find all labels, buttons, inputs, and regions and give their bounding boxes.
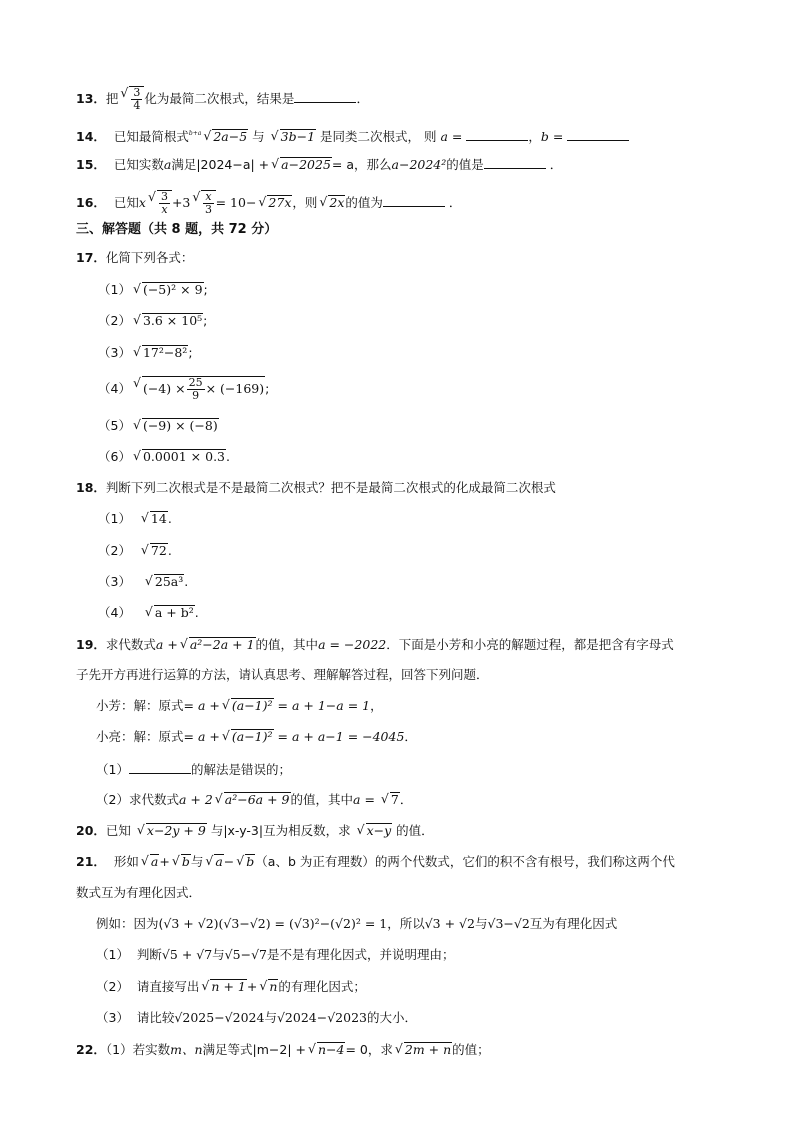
answer-blank[interactable] xyxy=(129,761,191,774)
radicand: (a−1)² xyxy=(231,729,273,744)
q17-item-6 xyxy=(98,449,230,465)
expression: = a + xyxy=(183,698,220,713)
question-text: 请比较 xyxy=(136,1010,175,1025)
question-text: 与 xyxy=(252,129,265,144)
variable-a: a = xyxy=(440,129,463,144)
answer-blank-a[interactable] xyxy=(466,128,528,141)
example-label: 例如：因为( xyxy=(96,916,164,931)
question-number: 19． xyxy=(76,637,106,652)
radical xyxy=(133,418,219,434)
question-16 xyxy=(76,190,461,216)
radicand: 2x xyxy=(329,195,345,210)
question-text: 化为最简二次根式，结果是 xyxy=(144,91,295,106)
variables: m、n xyxy=(170,1042,203,1057)
radical xyxy=(271,129,316,145)
expression: a + 2 xyxy=(178,792,213,807)
variable-b: b = xyxy=(540,129,564,144)
question-text: 求代数式 xyxy=(128,792,179,807)
radicand: a + b² xyxy=(154,605,194,620)
condition: a = xyxy=(353,792,375,807)
punctuation: . xyxy=(184,574,189,589)
item-label: （2） xyxy=(98,313,131,328)
radical xyxy=(172,854,191,870)
q17-item-4 xyxy=(98,376,269,402)
radicand: 72 xyxy=(150,543,167,558)
punctuation: . xyxy=(194,605,199,620)
radicand: a xyxy=(150,854,159,869)
variable: x xyxy=(138,195,146,210)
item-label: （2） xyxy=(98,543,131,558)
q19-part-1 xyxy=(96,761,291,778)
question-number: 16． xyxy=(76,195,106,210)
question-22 xyxy=(76,1042,490,1058)
question-text: 的大小． xyxy=(366,1010,417,1025)
question-number: 21． xyxy=(76,854,106,869)
question-text: ．下面是小芳和小亮的解题过程，都是把含有字母式 xyxy=(386,637,674,652)
fraction: √ $\frac{3}{x}$ xyxy=(160,190,168,216)
question-text: （a、b 为正有理数）的两个代数式，它们的积不含有根号，我们称这两个代 xyxy=(255,854,675,869)
q21-part-1 xyxy=(96,947,455,963)
operator: + xyxy=(159,854,170,869)
radicand: a−2025 xyxy=(281,157,331,172)
radical xyxy=(381,792,400,808)
radicand: 2m + n xyxy=(404,1042,452,1057)
radicand: 2a−5 xyxy=(213,129,248,144)
radical xyxy=(201,979,246,995)
question-text: （1）若实数 xyxy=(105,1042,171,1057)
radicand-part: × (−169) xyxy=(205,381,265,396)
question-text: 是不是有理化因式，并说明理由； xyxy=(267,947,455,962)
radical xyxy=(308,1042,345,1058)
item-label: （2） xyxy=(96,792,129,807)
numerator: 25 xyxy=(188,376,203,389)
radicand: (−9) × (−8) xyxy=(142,418,218,433)
xiaoliang-solution xyxy=(96,729,417,745)
item-label: （1） xyxy=(98,511,131,526)
question-20 xyxy=(76,823,434,839)
question-text: 满足等式|m−2| + xyxy=(202,1042,306,1057)
question-21 xyxy=(76,854,675,870)
question-13 xyxy=(76,86,369,112)
question-14 xyxy=(76,126,629,145)
question-text: = 0，求 xyxy=(345,1042,393,1057)
radical xyxy=(259,979,278,995)
operator: +3 xyxy=(171,195,191,210)
question-text: 已知 xyxy=(113,195,139,210)
punctuation: ， xyxy=(370,698,383,713)
radicand: 27x xyxy=(268,195,292,210)
operator: − xyxy=(223,854,235,869)
radicand: a xyxy=(215,854,223,869)
question-number: 13． xyxy=(76,91,106,106)
variable: a xyxy=(163,157,172,172)
radicand: 17²−8² xyxy=(142,345,188,360)
question-text: 的值，其中 xyxy=(255,637,319,652)
item-label: （1） xyxy=(98,282,131,297)
radical xyxy=(271,157,332,173)
question-stem: 化简下列各式： xyxy=(105,250,194,265)
question-text: 的值； xyxy=(452,1042,490,1057)
question-number: 15． xyxy=(76,157,106,172)
radical xyxy=(133,282,204,298)
radical xyxy=(319,195,345,211)
denominator: 9 xyxy=(192,389,200,402)
item-label: （5） xyxy=(98,418,131,433)
question-number: 20． xyxy=(76,823,106,838)
solution-label: 小芳：解：原式 xyxy=(96,698,184,713)
radical xyxy=(137,823,207,839)
question-15 xyxy=(76,156,562,173)
radical xyxy=(215,792,291,808)
radical xyxy=(133,345,188,361)
radical xyxy=(141,854,159,870)
q21-example xyxy=(96,916,617,932)
q21-part-2 xyxy=(96,979,366,995)
expression: = a + xyxy=(183,729,220,744)
item-label: （3） xyxy=(98,345,131,360)
question-text: 的值为 xyxy=(345,195,383,210)
question-number: 22． xyxy=(76,1042,106,1057)
punctuation: ． xyxy=(399,792,413,807)
question-text: 请直接写出 xyxy=(136,979,200,994)
punctuation: . xyxy=(167,543,172,558)
question-text: 与|x-y-3|互为相反数，求 xyxy=(210,823,351,838)
question-text: 的解法是错误的； xyxy=(190,762,291,777)
question-text: 满足|2024−a| + xyxy=(171,157,270,172)
radicand: (−5)² × 9 xyxy=(142,282,203,297)
radicand: n + 1 xyxy=(211,979,246,994)
question-text: 把 xyxy=(105,91,119,106)
fraction: √ $\frac{x}{3}$ xyxy=(204,190,212,216)
radical xyxy=(203,129,248,145)
example-body: √3 + √2)(√3−√2) = (√3)²−(√2)² = 1，所以√3 + √2与√3−√2互为有理化因式 xyxy=(163,916,618,931)
radical xyxy=(141,511,168,527)
q18-item-2 xyxy=(98,543,172,559)
answer-blank[interactable] xyxy=(484,156,546,169)
item-label: （6） xyxy=(98,449,131,464)
radical xyxy=(357,823,393,839)
radical xyxy=(120,86,144,112)
item-label: （1） xyxy=(96,762,129,777)
q21-part-3 xyxy=(96,1010,417,1026)
answer-blank[interactable] xyxy=(294,90,356,103)
expression: √2025−√2024与√2024−√2023 xyxy=(174,1010,367,1025)
question-text: 与 xyxy=(190,854,204,869)
condition: a = −2022 xyxy=(318,637,387,652)
question-text: 的值，其中 xyxy=(290,792,354,807)
radicand: n−4 xyxy=(318,1042,345,1057)
question-19 xyxy=(76,637,674,653)
question-text: ，则 xyxy=(292,195,318,210)
punctuation: ; xyxy=(203,282,208,297)
punctuation: ; xyxy=(188,345,193,360)
xiaofang-solution xyxy=(96,698,383,714)
radicand: x−2y + 9 xyxy=(146,823,206,838)
q18-item-3 xyxy=(98,574,188,590)
radicand: (a−1)² xyxy=(231,698,273,713)
radical xyxy=(141,543,168,559)
question-stem: 判断下列二次根式是不是最简二次根式？把不是最简二次根式的化成最简二次根式 xyxy=(105,480,556,495)
q17-item-3 xyxy=(98,345,193,361)
solution-label: 小亮：解：原式 xyxy=(96,729,184,744)
punctuation: ． xyxy=(404,729,417,744)
question-text: 求代数式 xyxy=(105,637,156,652)
question-text: 的值． xyxy=(396,823,434,838)
radical xyxy=(205,854,223,870)
radicand: b xyxy=(246,854,255,869)
punctuation: ; xyxy=(265,381,270,396)
question-18 xyxy=(76,480,556,496)
question-number: 14． xyxy=(76,129,106,144)
answer-blank-b[interactable] xyxy=(567,128,629,141)
q17-item-5 xyxy=(98,418,219,434)
item-label: （1） xyxy=(96,947,129,962)
radicand: n xyxy=(269,979,278,994)
radical xyxy=(222,698,274,714)
radical xyxy=(145,605,195,621)
radical xyxy=(395,1042,452,1058)
radicand-part: (−4) × xyxy=(142,381,186,396)
expression: a−2024² xyxy=(391,157,447,172)
radicand: a²−6a + 9 xyxy=(224,792,290,807)
question-text: 是同类二次根式， 则 xyxy=(320,129,437,144)
question-text: 形如 xyxy=(113,854,139,869)
question-number: 18． xyxy=(76,480,106,495)
radical xyxy=(133,376,265,402)
question-text: 已知实数 xyxy=(113,157,164,172)
radical xyxy=(222,729,274,745)
punctuation: . xyxy=(167,511,172,526)
radical xyxy=(236,854,255,870)
radical xyxy=(148,190,172,216)
radicand: 0.0001 × 0.3 xyxy=(142,449,225,464)
radicand: 14 xyxy=(150,511,167,526)
expression: = a + a−1 = −4045 xyxy=(277,729,405,744)
q18-item-1 xyxy=(98,511,172,527)
punctuation: ; xyxy=(203,313,208,328)
operator: + xyxy=(246,979,258,994)
radical xyxy=(192,190,215,216)
fraction: √ $\frac{3}{4}$ xyxy=(133,86,141,112)
question-number: 17． xyxy=(76,250,106,265)
radicand: 3.6 × 10⁵ xyxy=(142,313,203,328)
expression: √5 + √7与√5−√7 xyxy=(161,947,267,962)
question-text: = a，那么 xyxy=(331,157,392,172)
radicand: 3b−1 xyxy=(280,129,316,144)
q17-item-1 xyxy=(98,282,208,298)
question-19-line2: 子先开方再进行运算的方法，请认真思考、理解解答过程，回答下列问题． xyxy=(76,667,489,682)
punctuation: . xyxy=(226,449,230,464)
radical xyxy=(258,195,292,211)
question-17 xyxy=(76,250,193,266)
radical xyxy=(133,313,203,329)
radical xyxy=(180,637,256,653)
radicand: a²−2a + 1 xyxy=(189,637,255,652)
radicand: b xyxy=(181,854,190,869)
section-title: 三、解答题（共 8 题，共 72 分） xyxy=(76,222,278,237)
item-label: （2） xyxy=(96,979,129,994)
punctuation: ． xyxy=(356,91,369,106)
radical xyxy=(145,574,184,590)
radicand: x−y xyxy=(366,823,392,838)
item-label: （3） xyxy=(96,1010,129,1025)
question-21-line2: 数式互为有理化因式． xyxy=(76,885,202,900)
punctuation: ， xyxy=(528,129,541,144)
q19-part-2 xyxy=(96,792,412,808)
question-text: 的有理化因式； xyxy=(278,979,366,994)
question-text: 已知最简根式 xyxy=(113,129,189,144)
radical xyxy=(133,449,226,465)
punctuation: ． xyxy=(448,195,462,210)
expression: = a + 1−a = 1 xyxy=(277,698,371,713)
answer-blank[interactable] xyxy=(383,194,445,207)
q18-item-4 xyxy=(98,605,199,621)
item-label: （4） xyxy=(98,381,131,396)
q17-item-2 xyxy=(98,313,207,329)
question-text: 已知 xyxy=(105,823,131,838)
question-text: 判断 xyxy=(136,947,162,962)
root-index: b+a xyxy=(188,130,202,137)
question-text: 的值是 xyxy=(446,157,484,172)
item-label: （3） xyxy=(98,574,131,589)
item-label: （4） xyxy=(98,605,131,620)
expression: a + xyxy=(155,637,178,652)
operator: = 10− xyxy=(215,195,257,210)
punctuation: ． xyxy=(549,157,563,172)
radicand: 7 xyxy=(390,792,399,807)
fraction xyxy=(187,377,205,402)
radicand: 25a³ xyxy=(154,574,184,589)
